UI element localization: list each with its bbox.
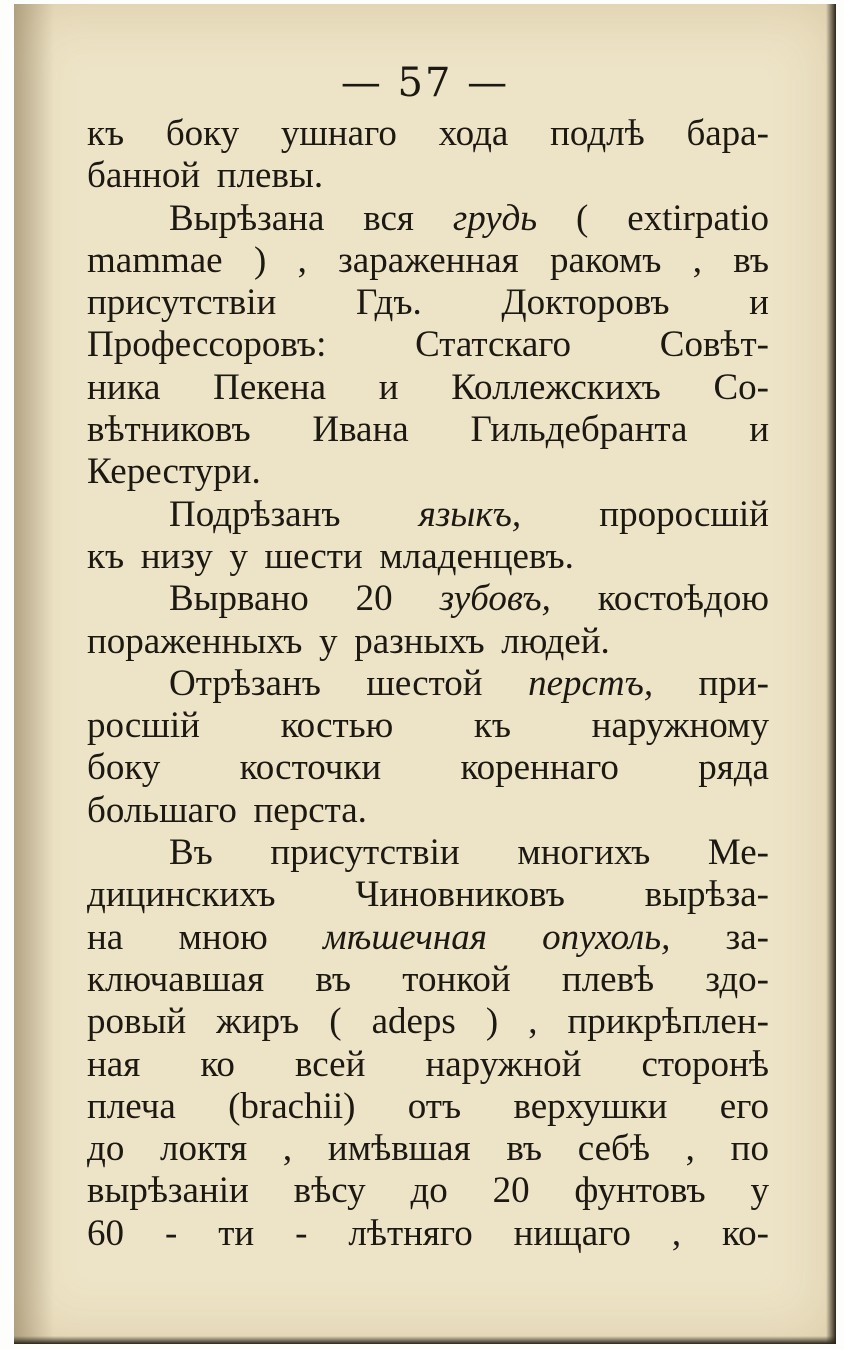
text-line [87,959,769,1001]
text-word: къ [473,705,511,747]
text-word: вѣтниковъ [87,409,251,451]
text-word: себѣ [577,1128,650,1170]
text-word: къ [87,113,125,154]
text-word: , [297,239,307,281]
text-word: на [87,916,124,958]
text-word: ряда [698,747,769,789]
text-word: ) [485,1001,499,1043]
text-word: , [692,239,702,281]
text-word: отъ [407,1085,462,1127]
text-line [87,917,769,959]
text-word: Ме- [707,832,769,874]
text-word: ти [218,1212,255,1254]
text-word: Коллежскихъ [451,366,661,408]
text-word: дицинскихъ [87,874,276,916]
text-word: 20 [492,1170,530,1212]
text-word: нищаго [513,1212,631,1254]
text-word: въ [733,239,769,281]
text-word: низу [140,535,213,577]
text-line [87,747,769,789]
text-line [87,1128,769,1170]
text-word: , [671,1212,682,1254]
text-word: младенцевъ. [379,535,574,577]
text-word: ракомъ [550,239,662,281]
text-word: и [749,282,769,324]
text-line [87,494,769,536]
text-word: вырѣзаніи [87,1170,249,1212]
text-word: Пекена [213,366,326,408]
text-word: имѣвшая [327,1128,471,1170]
text-word: разныхъ [354,620,485,662]
text-word: присутствіи [87,282,277,324]
text-word: - [295,1212,308,1254]
text-word: Вырвано [169,578,309,620]
text-word: зараженная [338,239,519,281]
text-word: наружной [425,1043,582,1085]
text-word: при- [698,662,769,704]
text-word: ключавшая [87,958,265,1000]
text-word: шести [264,535,363,577]
text-word: банной [87,155,201,197]
text-word: , [282,1128,293,1170]
text-word: Статскаго [415,324,572,366]
text-line [87,1001,769,1043]
text-word: плевы. [216,155,324,197]
text-word: ровый [87,1001,187,1043]
text-word: боку [87,747,161,789]
text-word: фунтовъ [574,1170,706,1212]
text-word: Чиновниковъ [355,874,565,916]
text-word: лѣтняго [348,1212,473,1254]
text-word: до [87,1128,125,1170]
text-word: extirpatio [627,197,769,239]
text-word: ко- [722,1212,769,1254]
text-word: бара- [686,113,769,154]
text-line [87,1044,769,1086]
text-word: къ [87,535,125,577]
text-word: ника [87,366,161,408]
text-word: проросшій [599,493,769,535]
text-word: у [750,1170,769,1212]
text-word: вырѣза- [644,874,769,916]
text-line [87,1213,769,1255]
text-word: Докторовъ [501,282,670,324]
text-word: перстъ, [528,662,654,704]
text-word: тонкой [402,958,511,1000]
text-word: зубовъ, [439,578,551,620]
text-line [87,663,769,705]
text-word: и [378,366,399,408]
text-word: плевѣ [561,958,655,1000]
text-word: и [749,409,769,451]
text-line [87,874,769,916]
text-word: косточки [239,747,382,789]
text-word: ушнаго [280,113,397,154]
text-word: - [164,1212,178,1254]
text-word: за- [725,916,769,958]
text-word: ( [576,197,589,239]
text-word: ) [253,239,267,281]
text-word: сторонѣ [641,1043,769,1085]
text-word: Гильдебранта [470,409,688,451]
text-word: ко [200,1043,235,1085]
text-line [87,451,769,493]
text-word: росшій [87,705,200,747]
text-word: наружному [591,705,769,747]
text-word: многихъ [517,832,651,874]
text-line [87,324,769,366]
text-word: боку [165,113,240,154]
body-text [87,113,769,1255]
text-word: Гдъ. [355,282,422,324]
text-word: Со- [713,366,769,408]
text-line [87,705,769,747]
text-line [87,409,769,451]
text-word: его [719,1085,769,1127]
text-word: жиръ [216,1001,300,1043]
text-word: присутствіи [270,832,460,874]
text-line [87,367,769,409]
text-word: Подрѣзанъ [169,493,341,535]
text-word: грудь [452,197,538,239]
text-line [87,240,769,282]
text-word: перста. [253,789,367,831]
page-number: — 57 — [340,60,510,106]
text-word: у [319,620,338,662]
text-word: 20 [355,578,393,620]
text-word: плеча [87,1085,176,1127]
text-word: верхушки [513,1085,668,1127]
book-page [14,4,836,1344]
text-word: прикрѣплен- [567,1001,769,1043]
text-word: всей [295,1043,366,1085]
text-word: костью [280,705,394,747]
text-word: mammae [87,239,223,281]
text-word: 60 [87,1212,124,1254]
text-line [87,198,769,240]
spine-shadow [14,4,54,1344]
text-line [87,1170,769,1212]
text-line [87,621,769,663]
text-word: Ивана [312,409,409,451]
text-word: вся [363,197,414,239]
text-line [87,282,769,324]
text-word: шестой [366,662,483,704]
text-line [87,536,769,578]
text-word: ( [329,1001,342,1043]
text-word: въ [315,958,352,1000]
text-word: мѣшечная [323,916,487,958]
text-word: въ [506,1128,543,1170]
text-word: Профессоровъ: [87,324,327,366]
text-line [87,1086,769,1128]
text-line [87,790,769,832]
text-word: по [730,1128,769,1170]
text-word: Въ [169,832,213,874]
text-word: мною [178,916,268,958]
text-word: опухоль, [542,916,671,958]
text-word: вѣсу [293,1170,366,1212]
text-word: Вырѣзана [169,197,325,239]
text-line [87,155,769,197]
text-word: хода [438,113,509,154]
text-word: у [229,535,248,577]
text-word: подлѣ [550,113,645,154]
text-word: здо- [705,958,769,1000]
text-word: Отрѣзанъ [169,662,321,704]
text-line [87,832,769,874]
text-word: языкъ, [418,493,522,535]
text-word: , [685,1128,695,1170]
text-word: Совѣт- [659,324,769,366]
text-word: ная [87,1043,141,1085]
text-word: Керестури. [87,451,261,493]
text-word: пораженныхъ [87,620,303,662]
text-line [87,113,769,155]
text-word: adeps [371,1001,456,1043]
page-edge-right [826,4,836,1344]
text-word: людей. [501,620,610,662]
text-line [87,578,769,620]
text-word: до [410,1170,448,1212]
text-word: локтя [160,1128,248,1170]
text-word: (brachii) [228,1085,356,1127]
page-edge-bottom [14,1336,836,1344]
text-word: костоѣдою [597,578,769,620]
text-word: кореннаго [460,747,619,789]
text-word: большаго [87,789,237,831]
text-word: , [528,1001,538,1043]
